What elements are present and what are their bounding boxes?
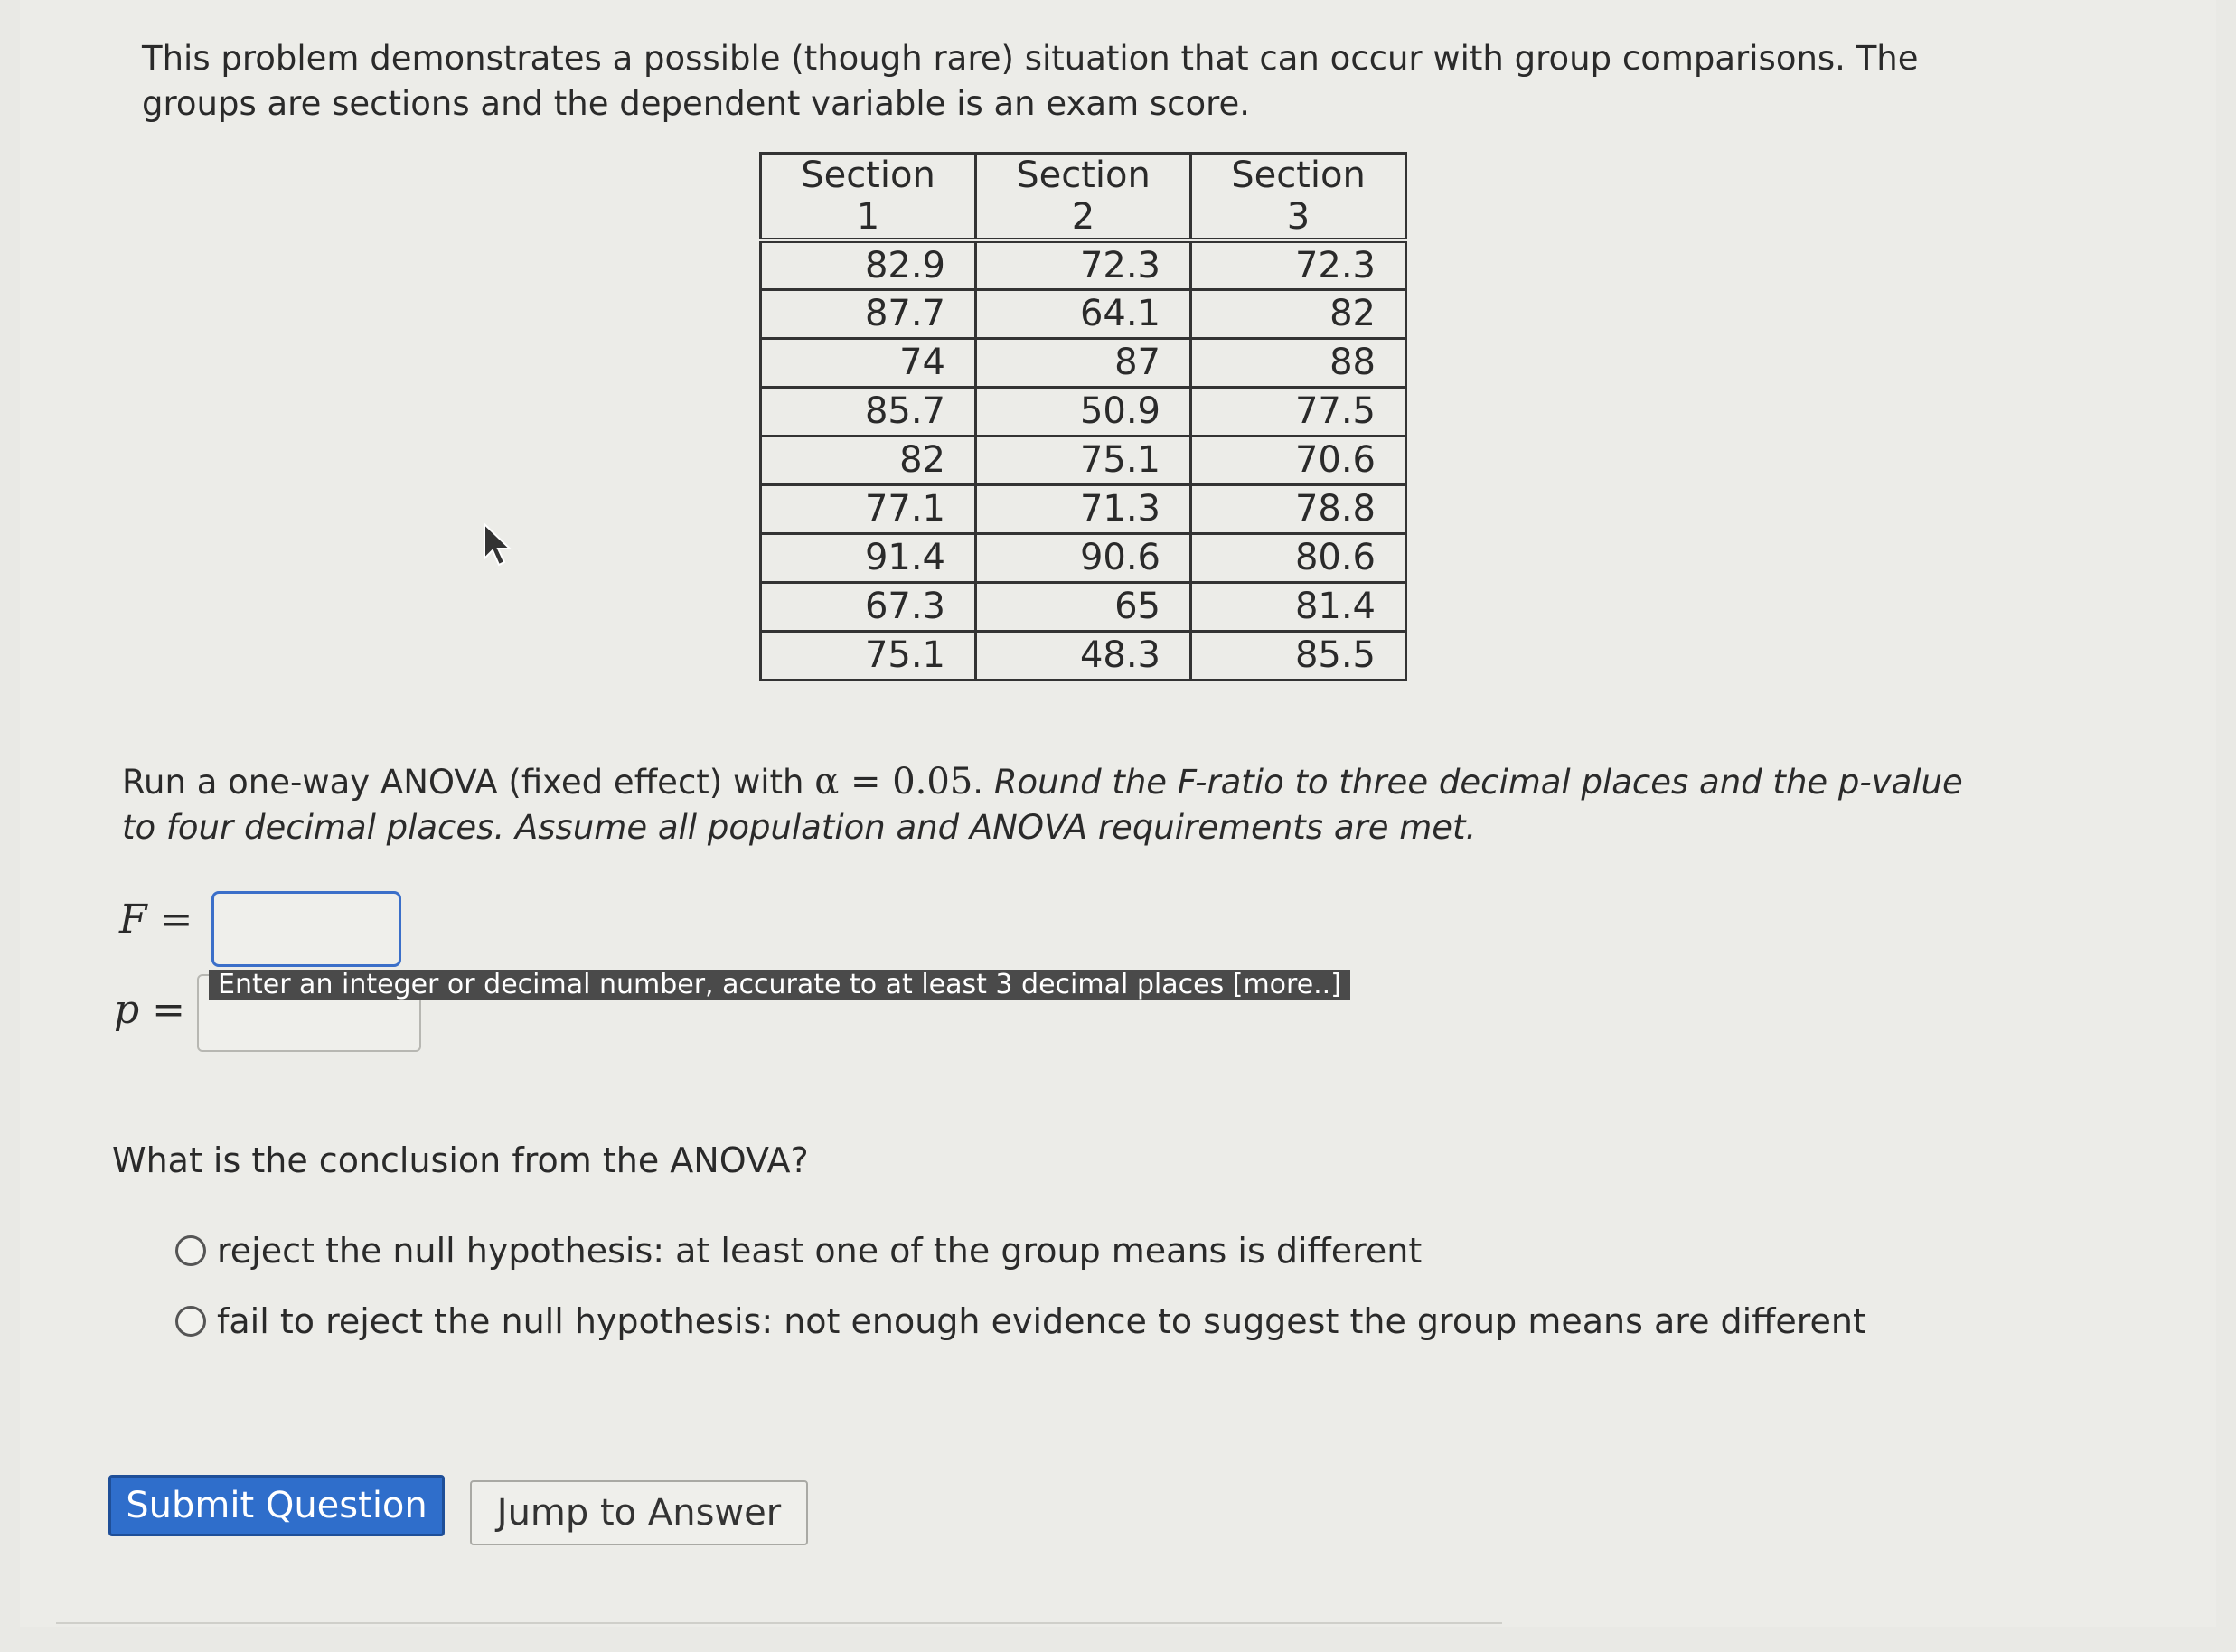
question-instructions: Round the F-ratio to three decimal places and the p-value to four decimal places. Assume all population and ANOVA requirements are met. [122, 763, 1963, 847]
option-fail-to-reject-null[interactable] [175, 1301, 1866, 1341]
question-page [20, 0, 2216, 1627]
problem-intro: This problem demonstrates a possible (though rare) situation that can occur with group comparisons. The groups are sections and the dependent variable is an exam score. [142, 39, 1919, 123]
radio-fail-to-reject-null[interactable] [175, 1306, 206, 1337]
table-cell: 70.6 [1191, 436, 1406, 484]
table-cell: 77.5 [1191, 387, 1406, 436]
data-table [759, 152, 1407, 681]
table-row [761, 240, 1406, 289]
table-row [761, 631, 1406, 680]
conclusion-prompt: What is the conclusion from the ANOVA? [112, 1140, 809, 1180]
table-cell: 82.9 [761, 240, 976, 289]
table-cell: 82 [1191, 289, 1406, 338]
table-cell: 75.1 [761, 631, 976, 680]
table-cell: 88 [1191, 338, 1406, 387]
table-row [761, 289, 1406, 338]
table-cell: 80.6 [1191, 533, 1406, 582]
tooltip-more-link[interactable]: [more..] [1232, 969, 1341, 1000]
table-cell: 65 [976, 582, 1191, 631]
radio-reject-null[interactable] [175, 1235, 206, 1266]
table-cell: 77.1 [761, 484, 976, 533]
table-row [761, 484, 1406, 533]
alpha-value: α = 0.05 [814, 761, 973, 803]
table-cell: 72.3 [976, 240, 1191, 289]
table-cell: 74 [761, 338, 976, 387]
footer-divider [56, 1622, 1502, 1624]
table-cell: 71.3 [976, 484, 1191, 533]
table-cell: 78.8 [1191, 484, 1406, 533]
table-cell: 82 [761, 436, 976, 484]
table-cell: 75.1 [976, 436, 1191, 484]
table-cell: 48.3 [976, 631, 1191, 680]
table-cell: 50.9 [976, 387, 1191, 436]
table-header-row [761, 154, 1406, 241]
input-hint-tooltip [209, 970, 1350, 1000]
table-cell: 91.4 [761, 533, 976, 582]
question-text [122, 759, 1984, 850]
option-fail-to-reject-null-label: fail to reject the null hypothesis: not enough evidence to suggest the group means are different [217, 1301, 1866, 1341]
table-cell: 85.5 [1191, 631, 1406, 680]
table-row [761, 338, 1406, 387]
table-row [761, 533, 1406, 582]
option-reject-null[interactable] [175, 1231, 1422, 1271]
table-cell: 90.6 [976, 533, 1191, 582]
table-row [761, 436, 1406, 484]
jump-to-answer-button[interactable]: Jump to Answer [470, 1480, 808, 1545]
option-reject-null-label: reject the null hypothesis: at least one of the group means is different [217, 1231, 1423, 1271]
f-ratio-input[interactable] [211, 891, 401, 967]
header-section-1: Section 1 [761, 154, 976, 241]
header-section-2: Section 2 [976, 154, 1191, 241]
table-cell: 64.1 [976, 289, 1191, 338]
table-cell: 81.4 [1191, 582, 1406, 631]
table-cell: 67.3 [761, 582, 976, 631]
f-label: F = [119, 896, 193, 943]
question-part2: . [972, 763, 994, 802]
header-section-3: Section 3 [1191, 154, 1406, 241]
table-cell: 87 [976, 338, 1191, 387]
question-part1: Run a one-way ANOVA (fixed effect) with [122, 763, 815, 802]
p-label: p = [114, 987, 186, 1033]
table-cell: 72.3 [1191, 240, 1406, 289]
table-row [761, 387, 1406, 436]
submit-question-button[interactable]: Submit Question [108, 1475, 445, 1536]
mouse-cursor-icon [483, 522, 513, 568]
tooltip-text: Enter an integer or decimal number, accurate to at least 3 decimal places [218, 969, 1233, 1000]
table-cell: 87.7 [761, 289, 976, 338]
table-cell: 85.7 [761, 387, 976, 436]
table-row [761, 582, 1406, 631]
